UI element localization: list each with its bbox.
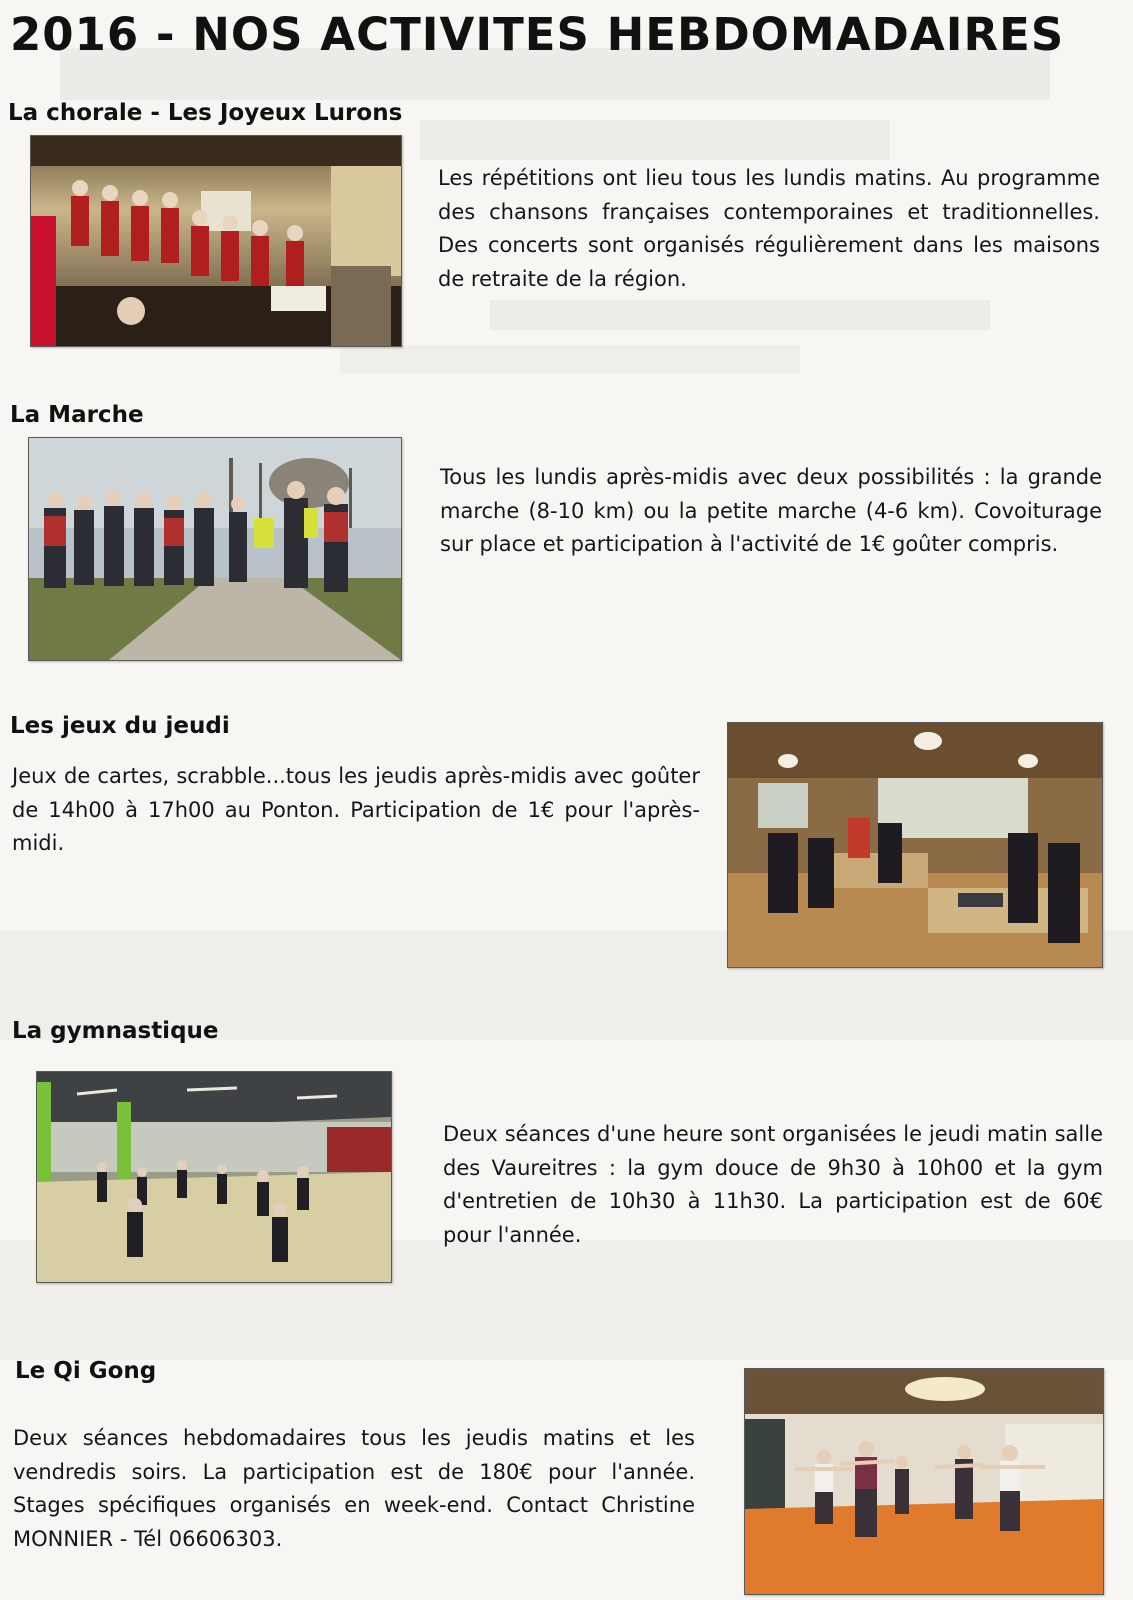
page-title: 2016 - NOS ACTIVITES HEBDOMADAIRES — [10, 8, 1065, 61]
section-title-qigong: Le Qi Gong — [15, 1358, 157, 1384]
walking-group-photo-icon — [29, 438, 401, 660]
choir-photo-frame — [30, 135, 402, 347]
card-games-photo-icon — [728, 723, 1102, 967]
qi-gong-photo-frame — [744, 1368, 1104, 1595]
gym-hall-photo-icon — [37, 1072, 391, 1282]
gym-hall-photo-frame — [36, 1071, 392, 1283]
section-text-marche: Tous les lundis après-midis avec deux possibilités : la grande marche (8-10 km) ou la petite marche (4-6 km). Covoiturage sur place et participation à l'activité de 1€ goûter compris. — [440, 465, 1102, 556]
card-games-photo-frame — [727, 722, 1103, 968]
bleed-through-block-3 — [490, 300, 990, 330]
section-text-qigong: Deux séances hebdomadaires tous les jeudis matins et les vendredis soirs. La participation est de 180€ pour l'année. Stages spécifiques organisés en week-end. Contact Christine MONNIER - Tél 06606303. — [13, 1426, 695, 1551]
section-text-gymnastique: Deux séances d'une heure sont organisées le jeudi matin salle des Vaureitres : la gym douce de 9h30 à 10h00 et la gym d'entretien de 10h30 à 11h30. La participation est de 60€ pour l'année. — [443, 1122, 1103, 1247]
bleed-through-block-2 — [420, 120, 890, 160]
choir-photo-icon — [31, 136, 401, 346]
bleed-through-block-4 — [340, 345, 800, 373]
section-title-marche: La Marche — [10, 402, 144, 428]
qi-gong-photo-icon — [745, 1369, 1103, 1594]
section-title-chorale: La chorale - Les Joyeux Lurons — [8, 100, 403, 126]
section-text-jeux: Jeux de cartes, scrabble...tous les jeudis après-midis avec goûter de 14h00 à 17h00 au Ponton. Participation de 1€ pour l'après-midi. — [12, 764, 700, 855]
walking-group-photo-frame — [28, 437, 402, 661]
section-title-jeux: Les jeux du jeudi — [10, 713, 230, 739]
section-text-chorale: Les répétitions ont lieu tous les lundis matins. Au programme des chansons françaises contemporaines et traditionnelles. Des concerts sont organisés régulièrement dans les maisons de retraite de la région. — [438, 166, 1100, 291]
section-title-gymnastique: La gymnastique — [12, 1018, 219, 1044]
